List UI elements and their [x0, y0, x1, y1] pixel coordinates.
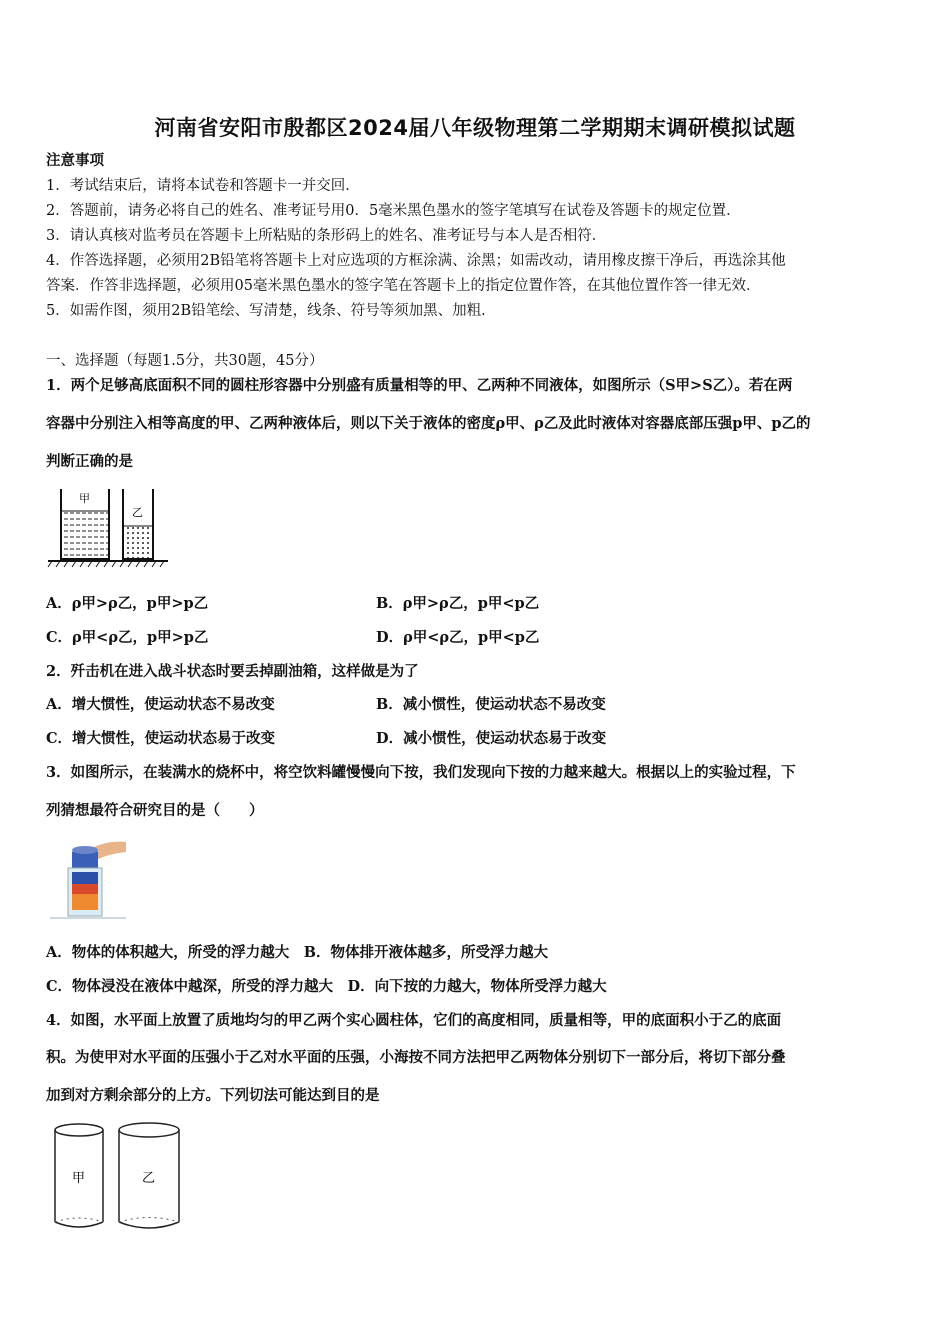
options-a-b[interactable]: A．物体的体积越大，所受的浮力越大 B．物体排开液体越多，所受浮力越大	[46, 944, 549, 961]
question-4-line: 加到对方剩余部分的上方。下列切法可能达到目的是	[46, 1087, 380, 1104]
notice-item: 4．作答选择题，必须用2B铅笔将答题卡上对应选项的方框涂满、涂黑；如需改动，请用橡皮擦干净后，再选涂其他	[46, 253, 786, 269]
notice-item: 3．请认真核对监考员在答题卡上所粘贴的条形码上的姓名、准考证号与本人是否相符．	[46, 228, 607, 244]
options-c-d[interactable]: C．物体浸没在液体中越深，所受的浮力越大 D．向下按的力越大，物体所受浮力越大	[46, 978, 607, 995]
cylinders-figure	[46, 1118, 188, 1234]
option-a[interactable]: A．ρ甲>ρ乙，p甲>p乙	[46, 595, 209, 612]
question-1-line: 1．两个足够高底面积不同的圆柱形容器中分别盛有质量相等的甲、乙两种不同液体，如图所示（S甲>S乙）。若在两	[46, 377, 793, 394]
question-3-line: 列猜想最符合研究目的是（ ）	[46, 802, 264, 819]
question-2-stem: 2．歼击机在进入战斗状态时要丢掉副油箱，这样做是为了	[46, 663, 419, 680]
notice-item: 2．答题前，请务必将自己的姓名、准考证号用0．5毫米黑色墨水的签字笔填写在试卷及答题卡的规定位置．	[46, 203, 741, 219]
option-c[interactable]: C．ρ甲<ρ乙，p甲>p乙	[46, 629, 209, 646]
question-4-line: 4．如图，水平面上放置了质地均匀的甲乙两个实心圆柱体，它们的高度相同，质量相等，甲的底面积小于乙的底面	[46, 1012, 782, 1029]
option-a[interactable]: A．增大惯性，使运动状态不易改变	[46, 696, 275, 713]
option-c[interactable]: C．增大惯性，使运动状态易于改变	[46, 730, 276, 747]
container-figure	[46, 486, 172, 568]
notice-item: 5．如需作图，须用2B铅笔绘、写清楚，线条、符号等须加黑、加粗．	[46, 303, 496, 319]
label-yi: 乙	[132, 506, 143, 519]
question-1-line: 容器中分别注入相等高度的甲、乙两种液体后，则以下关于液体的密度ρ甲、ρ乙及此时液体对容器底部压强p甲、p乙的	[46, 415, 811, 432]
option-b[interactable]: B．ρ甲>ρ乙，p甲<p乙	[376, 595, 540, 612]
question-3-line: 3．如图所示，在装满水的烧杯中，将空饮料罐慢慢向下按，我们发现向下按的力越来越大。根据以上的实验过程，下	[46, 764, 796, 781]
option-d[interactable]: D．减小惯性，使运动状态易于改变	[376, 730, 607, 747]
notice-item: 1．考试结束后，请将本试卷和答题卡一并交回．	[46, 178, 360, 194]
notice-heading: 注意事项	[46, 152, 104, 169]
option-d[interactable]: D．ρ甲<ρ乙，p甲<p乙	[376, 629, 540, 646]
notice-item: 答案．作答非选择题，必须用05毫米黑色墨水的签字笔在答题卡上的指定位置作答，在其他位置作答一律无效．	[46, 278, 761, 294]
question-1-line: 判断正确的是	[46, 453, 133, 470]
page-title: 河南省安阳市殷都区2024届八年级物理第二学期期末调研模拟试题	[154, 116, 796, 140]
can-beaker-photo	[46, 838, 128, 920]
section-heading: 一、选择题（每题1.5分，共30题，45分）	[46, 353, 324, 369]
option-b[interactable]: B．减小惯性，使运动状态不易改变	[376, 696, 606, 713]
question-4-line: 积。为使甲对水平面的压强小于乙对水平面的压强，小海按不同方法把甲乙两物体分别切下一部分后，将切下部分叠	[46, 1049, 786, 1066]
label-jia: 甲	[79, 492, 90, 505]
label-jia: 甲	[72, 1171, 86, 1186]
label-yi: 乙	[142, 1171, 156, 1186]
